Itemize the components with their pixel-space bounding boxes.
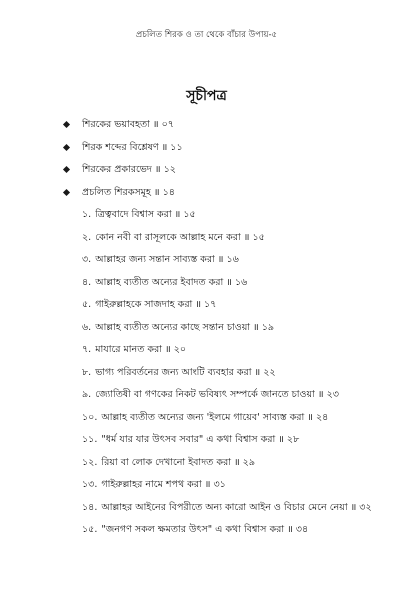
page-number: ১৯ <box>261 321 275 333</box>
page-number: ৩৪ <box>295 524 309 535</box>
toc-entry <box>82 204 196 227</box>
entry-text: আল্লাহ ব্যতীত অন্যের কাছে সন্তান চাওয়া <box>95 321 251 333</box>
page-number: ১২ <box>163 164 176 175</box>
entry-text: "ধর্ম যার যার উৎসব সবার" এ কথা বিশ্বাস করা <box>101 434 276 445</box>
toc-sub-item <box>0 474 413 497</box>
separator: ॥ <box>278 434 284 445</box>
item-number: ৭. <box>82 344 92 355</box>
separator: ॥ <box>153 186 160 198</box>
toc-sub-item <box>0 497 413 520</box>
toc-sub-item <box>0 519 413 542</box>
toc-entry <box>82 474 226 497</box>
entry-text: আল্লাহর আইনের বিপরীতে অন্য কারো আইন ও বিচার মেনে নেয়া <box>101 501 348 513</box>
toc-entry <box>82 114 174 137</box>
page-number: ২০ <box>173 344 187 355</box>
item-number: ৪. <box>82 276 92 288</box>
diamond-bullet-icon <box>62 182 72 205</box>
toc-entry <box>82 227 265 250</box>
toc-sub-item <box>0 362 413 385</box>
toc-sub-item <box>0 249 413 272</box>
entry-text: আল্লাহর জন্য সন্তান সাব্যস্ত করা <box>95 254 215 265</box>
toc-main-item <box>0 182 413 205</box>
toc-entry <box>82 452 255 475</box>
separator: ॥ <box>204 479 211 490</box>
toc-list <box>0 114 413 542</box>
toc-sub-item <box>0 452 413 475</box>
page-number: ৩২ <box>359 501 372 513</box>
separator: ॥ <box>254 366 261 378</box>
page-number: ২৮ <box>286 434 300 445</box>
entry-text: ভাগ্য পরিবর্তনের জন্য আংটি ব্যবহার করা <box>95 366 252 378</box>
item-number: ৮. <box>82 366 92 378</box>
toc-sub-item <box>0 317 413 340</box>
page-number: ১৭ <box>204 299 217 310</box>
entry-text: জ্যোতিষী বা গণকের নিকট ভবিষ্যৎ সম্পর্কে জানতে চাওয়া <box>95 389 315 400</box>
page-number: ১৫ <box>183 209 196 220</box>
toc-entry <box>82 407 328 430</box>
running-header: প্রচলিত শিরক ও তা থেকে বাঁচার উপায়-৫ <box>135 30 278 40</box>
entry-text: শিরকের ভয়াবহতা <box>82 119 150 130</box>
entry-text: আল্লাহ ব্যতীত অন্যের ইবাদত করা <box>95 276 224 288</box>
item-number: ১৫. <box>82 524 98 535</box>
separator: ॥ <box>317 389 324 400</box>
page-number: ১৬ <box>235 276 248 288</box>
diamond-bullet-icon <box>62 159 72 182</box>
toc-entry <box>82 137 183 160</box>
toc-entry <box>82 429 299 452</box>
toc-sub-item <box>0 384 413 407</box>
page-number: ১৫ <box>252 231 265 243</box>
toc-entry <box>82 497 372 520</box>
toc-main-item <box>0 137 413 160</box>
item-number: ১১. <box>82 434 98 445</box>
entry-text: ত্রিত্ববাদে বিশ্বাস করা <box>95 209 172 220</box>
entry-text: কোন নবী বা রাসূলকে আল্লাহ মনে করা <box>95 231 241 243</box>
entry-text: আল্লাহ ব্যতীত অন্যের জন্য 'ইলমে গায়েব' সাব্যস্ত করা <box>101 411 305 423</box>
entry-text: প্রচলিত শিরকসমূহ <box>82 186 151 198</box>
toc-main-item <box>0 159 413 182</box>
entry-text: গাইরুল্লাহকে সাজদাহ করা <box>95 299 193 310</box>
toc-sub-item <box>0 429 413 452</box>
separator: ॥ <box>253 321 259 333</box>
page-number: ২২ <box>263 366 276 378</box>
item-number: ৯. <box>82 389 92 400</box>
page-number: ১১ <box>170 141 183 153</box>
toc-entry <box>82 294 216 317</box>
separator: ॥ <box>174 209 181 220</box>
item-number: ১. <box>82 209 92 220</box>
separator: ॥ <box>154 164 161 175</box>
toc-sub-item <box>0 407 413 430</box>
toc-sub-item <box>0 339 413 362</box>
page-number: ২৯ <box>242 456 256 468</box>
item-number: ১০. <box>82 411 98 423</box>
toc-sub-item <box>0 294 413 317</box>
separator: ॥ <box>152 119 159 130</box>
item-number: ২. <box>82 231 92 243</box>
toc-entry <box>82 317 274 340</box>
item-number: ১২. <box>82 456 98 468</box>
item-number: ৬. <box>82 321 92 333</box>
separator: ॥ <box>161 141 168 153</box>
entry-text: শিরক শব্দের বিশ্লেষণ <box>82 141 159 153</box>
separator: ॥ <box>195 299 202 310</box>
page-number: ১৪ <box>162 186 175 198</box>
entry-text: "জনগণ সকল ক্ষমতার উৎস" এ কথা বিশ্বাস করা <box>101 524 285 535</box>
toc-entry <box>82 272 247 295</box>
diamond-bullet-icon <box>62 114 72 137</box>
toc-title: সূচীপত্র <box>186 88 227 104</box>
separator: ॥ <box>226 276 232 288</box>
separator: ॥ <box>307 411 313 423</box>
entry-text: মাযারে মানত করা <box>95 344 162 355</box>
item-number: ৫. <box>82 299 92 310</box>
entry-text: গাইরুল্লাহর নামে শপথ করা <box>101 479 202 490</box>
toc-entry <box>82 249 239 272</box>
toc-entry <box>82 519 308 542</box>
toc-entry <box>82 182 175 205</box>
page-number: ০৭ <box>161 119 174 130</box>
toc-main-item <box>0 114 413 137</box>
item-number: ১৪. <box>82 501 98 513</box>
diamond-bullet-icon <box>62 137 72 160</box>
item-number: ৩. <box>82 254 92 265</box>
separator: ॥ <box>350 501 357 513</box>
separator: ॥ <box>243 231 250 243</box>
toc-entry <box>82 384 339 407</box>
page-number: ১৬ <box>226 254 239 265</box>
entry-text: রিয়া বা লোক দেখানো ইবাদত করা <box>101 456 231 468</box>
toc-sub-item <box>0 204 413 227</box>
separator: ॥ <box>165 344 171 355</box>
toc-entry <box>82 339 186 362</box>
page-number: ২৪ <box>316 411 329 423</box>
separator: ॥ <box>287 524 293 535</box>
toc-entry <box>82 362 276 385</box>
page-number: ২৩ <box>326 389 339 400</box>
toc-sub-item <box>0 272 413 295</box>
entry-text: শিরকের প্রকারভেদ <box>82 164 152 175</box>
toc-sub-item <box>0 227 413 250</box>
toc-entry <box>82 159 176 182</box>
separator: ॥ <box>217 254 224 265</box>
item-number: ১৩. <box>82 479 98 490</box>
separator: ॥ <box>233 456 240 468</box>
page-number: ৩১ <box>213 479 226 490</box>
